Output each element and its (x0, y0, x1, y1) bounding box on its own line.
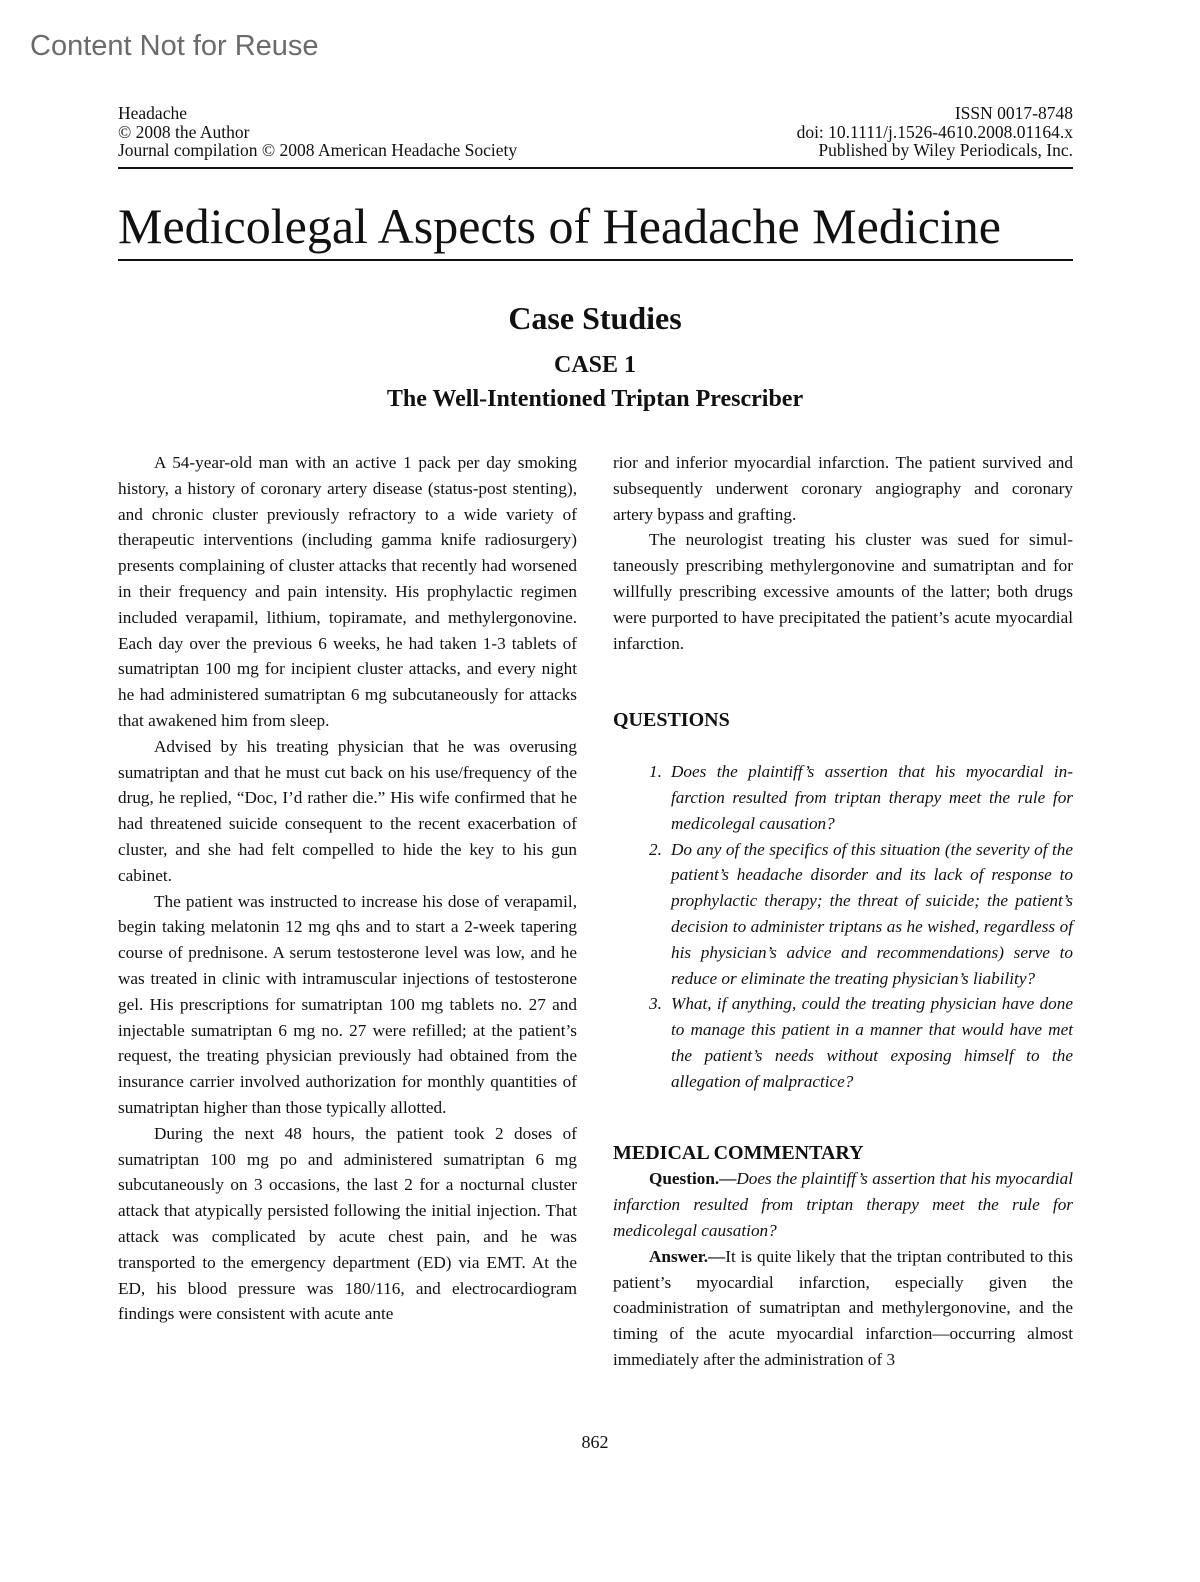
author-copyright: © 2008 the Author (118, 121, 250, 142)
watermark: Content Not for Reuse (30, 30, 319, 62)
paragraph: Advised by his treating physician that he was overusing sumatriptan and that he must cut back on his use/frequency of the drug, he replied, “Doc, I’d rather die.” His wife confirmed that he had threatened suicide consequent to the recent exacerbation of cluster, and she had felt compelled to hide the key to his gun cabinet. (118, 736, 577, 885)
question-text: What, if anything, could the treating physician have done to manage this patient in a manner that would have met the patient’s needs without exposing himself to the allegation of malpractice? (671, 994, 1073, 1091)
case-title: The Well-Intentioned Triptan Prescriber (386, 386, 804, 412)
doi: doi: 10.1111/j.1526-4610.2008.01164.x (796, 121, 1073, 142)
header-right (797, 104, 1073, 160)
section-title: Case Studies (508, 300, 682, 336)
list-item (613, 991, 1073, 1094)
title-rule (118, 259, 1073, 261)
paragraph: The neurologist treating his cluster was sued for simultaneously prescribing methylergonovine and sumatriptan and for willfully prescribing excessive amounts of the latter; both drugs were purported to have precipitated the patient’s acute myocardial infarction. (613, 530, 1073, 653)
list-item (613, 837, 1073, 992)
paragraph: The patient was instructed to increase his dose of verapamil, begin taking melatonin 12 mg qhs and to start a 2-week tapering course of prednisone. A serum testosterone level was low, and he was treated in clinic with intramuscular injections of testosterone gel. His prescriptions for sumatriptan 100 mg tablets no. 27 and injectable sumatriptan 6 mg no. 27 were refilled; at the patient’s request, the treating physician previously had obtained from the insurance carrier involved authorization for monthly quantities of sumatriptan higher than those typically allotted. (118, 891, 577, 1117)
issn: ISSN 0017-8748 (954, 103, 1073, 123)
commentary-answer (613, 1244, 1073, 1373)
right-column (613, 450, 1073, 1373)
questions-list (613, 759, 1073, 1094)
page-title: Medicolegal Aspects of Headache Medicine (118, 198, 1001, 254)
commentary-heading: MEDICAL COMMENTARY (613, 1141, 864, 1164)
case-number: CASE 1 (553, 352, 637, 378)
header-left (118, 104, 517, 160)
page-number: 862 (581, 1432, 609, 1452)
question-number: 2. (649, 839, 662, 859)
questions-heading: QUESTIONS (613, 709, 730, 732)
question-text: Does the plaintiff’s assertion that his myocardial infarction resulted from triptan therapy meet the rule for medicolegal causation? (613, 1169, 1073, 1240)
question-number: 3. (649, 994, 662, 1014)
question-label: Question.— (649, 1169, 737, 1189)
answer-label: Answer.— (649, 1246, 726, 1266)
header-rule (118, 167, 1073, 169)
publisher: Published by Wiley Periodicals, Inc. (818, 140, 1073, 160)
paragraph: rior and inferior myocardial infarction. The patient survived and subsequently underwent coronary angiography and coronary artery bypass and grafting. (613, 453, 1073, 524)
journal-name: Headache (118, 103, 187, 123)
question-text: Do any of the specifics of this situation (the severity of the patient’s headache disorder and its lack of response to prophylactic therapy; the threat of suicide; the patient’s decision to administer triptans as he wished, regardless of his physician’s advice and recommendations) serve to reduce or eliminate the treating physician’s liability? (671, 839, 1073, 988)
left-column (118, 450, 577, 1327)
paragraph: A 54-year-old man with an active 1 pack per day smoking history, a history of coronary artery disease (status-post stenting), and chronic cluster previously refractory to a wide variety of therapeutic interventions (including gamma knife radiosurgery) presents complaining of cluster attacks that recently had worsened in their frequency and pain intensity. His prophylactic regimen included verapamil, lithium, topiramate, and methylergonovine. Each day over the previous 6 weeks, he had taken 1-3 tablets of sumatriptan 100 mg for incipient cluster attacks, and every night he had administered sumatriptan 6 mg subcutaneously for attacks that awakened him from sleep. (118, 453, 577, 730)
commentary-question (613, 1166, 1073, 1243)
question-number: 1. (649, 762, 662, 782)
paragraph: During the next 48 hours, the patient took 2 doses of sumatriptan 100 mg po and administered sumatriptan 6 mg subcutaneously on 3 occasions, the last 2 for a nocturnal cluster attack that atypically persisted following the initial injection. That attack was complicated by acute chest pain, and he was transported to the emergency department (ED) via EMT. At the ED, his blood pressure was 180/116, and electrocardiogram findings were consistent with acute ante (118, 1123, 577, 1324)
question-text: Does the plaintiff’s assertion that his myocardial infarction resulted from triptan therapy meet the rule for medicolegal causation? (671, 762, 1073, 833)
answer-text: It is quite likely that the triptan contributed to this patient’s myocardial infarction, especially given the coadministration of sumatriptan and methylergonovine, and the timing of the acute myocardial infarction—occurring almost immediately after the administration of 3 (613, 1246, 1073, 1369)
list-item (613, 759, 1073, 836)
journal-copyright: Journal compilation © 2008 American Headache Society (118, 140, 518, 160)
